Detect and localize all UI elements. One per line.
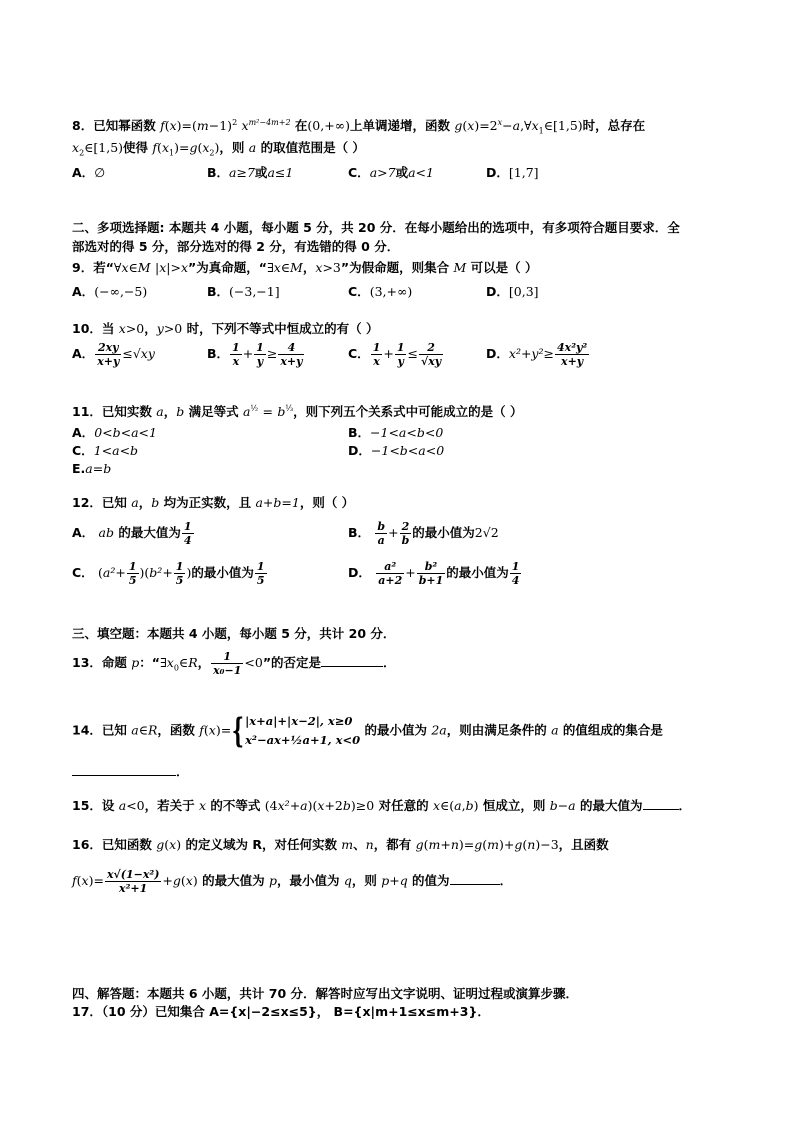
question-9-option-b: B．(−3,−1] xyxy=(207,284,280,299)
question-8-stem-line2: $x_2\in[1,5)$使得 $f(x_1)=g(x_2)$，则 a 的取值范围是（ ） xyxy=(72,140,365,158)
answer-blank xyxy=(72,762,176,776)
question-11-option-b: B．−1<a<b<0 xyxy=(348,425,444,440)
question-8-option-b: B．a≥7或a≤1 xyxy=(207,165,294,180)
question-10-option-c: C． $\frac{1}{x}$ + $\frac{1}{y}$ ≤ $\frac{2}{√xy}$ xyxy=(348,341,442,368)
question-15-stem: 15．设 a<0，若关于 x 的不等式 (4x²+a)(x+2b)≥0 对任意的 x∈(a,b) 恒成立，则 b−a 的最大值为 ． xyxy=(72,798,692,813)
question-10-stem: 10．当 x>0，y>0 时，下列不等式中恒成立的有（ ） xyxy=(72,321,379,336)
question-8-option-c: C．a>7或a<1 xyxy=(348,165,434,180)
question-16-stem: 16．已知函数 g(x) 的定义域为 R，对任何实数 m、n，都有 g(m+n)=g(m)+g(n)−3，且函数 xyxy=(72,837,609,852)
question-17-stem: 17．（10 分）已知集合 A={x|−2≤x≤5}， B={x|m+1≤x≤m+3}． xyxy=(72,1004,490,1019)
question-12-option-a: A． ab 的最大值为 $\frac{1}{4}$ xyxy=(72,520,192,547)
exam-page xyxy=(72,0,732,1123)
question-12-option-b: B． $\frac{b}{a}$ + $\frac{2}{b}$ 的最小值为2√2 xyxy=(348,520,499,547)
section-2-heading-line2: 部选对的得 5 分，部分选对的得 2 分，有选错的得 0 分． xyxy=(72,239,400,254)
question-8-option-a: A．∅ xyxy=(72,165,106,180)
question-10-option-d: D．x²+y²≥ $\frac{\text{4x²y²}}{x+y}$ xyxy=(486,341,588,368)
question-12-option-c: C． (a²+ $\frac{1}{5}$ )(b²+ $\frac{1}{5}$ )的最小值为 $\frac{1}{5}$ xyxy=(72,560,265,587)
question-13-stem: 13．命题 p：“$\exists x_0\in R$， $\frac{1}{\text{x₀−1}}$ <0”的否定是 ． xyxy=(72,650,396,677)
question-11-option-e: E.a=b xyxy=(72,461,112,476)
question-14-blank-line: ． xyxy=(72,762,189,781)
question-9-option-d: D．[0,3] xyxy=(486,284,539,299)
section-4-heading: 四、解答题：本题共 6 小题，共计 70 分．解答时应写出文字说明、证明过程或演算步骤． xyxy=(72,986,579,1001)
question-9-option-c: C．(3,+∞) xyxy=(348,284,413,299)
answer-blank xyxy=(321,653,383,667)
section-3-heading: 三、填空题：本题共 4 小题，每小题 5 分，共计 20 分． xyxy=(72,626,396,641)
question-14-stem: 14．已知 a∈R，函数 f(x)={|x+a|+|x−2|, x≥0 x²−ax+½a+1, x<0 的最小值为 2a，则由满足条件的 a 的值组成的集合是 xyxy=(72,711,663,751)
question-8-stem: 8．已知幂函数 $f(x)=(m-1)^2$ $x^{m^2-4m+2}$ 在(0,+∞)上单调递增，函数 $g(x)=2^x-a,\forall x_1\in[1,5)$时，总存在 xyxy=(72,118,646,136)
question-12-option-d: D． $\frac{\text{a²}}{a+2}$ + $\frac{\text{b²}}{b+1}$ 的最小值为 $\frac{1}{4}$ xyxy=(348,560,520,587)
question-11-option-c: C．1<a<b xyxy=(72,443,139,458)
question-8-option-d: D．[1,7] xyxy=(486,165,539,180)
question-12-stem: 12．已知 a，b 均为正实数，且 a+b=1，则（ ） xyxy=(72,495,355,510)
question-10-option-a: A． $\frac{2xy}{x+y}$ ≤√xy xyxy=(72,341,155,368)
question-16-stem-line2: f(x)= $\frac{\text{x√(1−x²)}}{\text{x²+1}}$ +g(x) 的最大值为 p，最小值为 q，则 p+q 的值为 ． xyxy=(72,868,513,895)
question-9-stem: 9．若“∀x∈M |x|>x”为真命题，“∃x∈M，x>3”为假命题，则集合 M 可以是（ ） xyxy=(72,260,538,275)
question-11-stem: 11．已知实数 a，b 满足等式 $a^{\frac{1}{2}} = b^{\frac{1}{3}}$，则下列五个关系式中可能成立的是（ ） xyxy=(72,404,523,420)
section-2-heading: 二、多项选择题: 本题共 4 小题，每小题 5 分，共 20 分．在每小题给出的选项中，有多项符合题目要求．全 xyxy=(72,220,680,235)
question-10-option-b: B． $\frac{1}{x}$ + $\frac{1}{y}$ ≥ $\frac{4}{x+y}$ xyxy=(207,341,303,368)
question-11-option-d: D．−1<b<a<0 xyxy=(348,443,445,458)
answer-blank xyxy=(643,796,679,810)
answer-blank xyxy=(450,871,500,885)
question-9-option-a: A．(−∞,−5) xyxy=(72,284,148,299)
question-11-option-a: A．0<b<a<1 xyxy=(72,425,157,440)
